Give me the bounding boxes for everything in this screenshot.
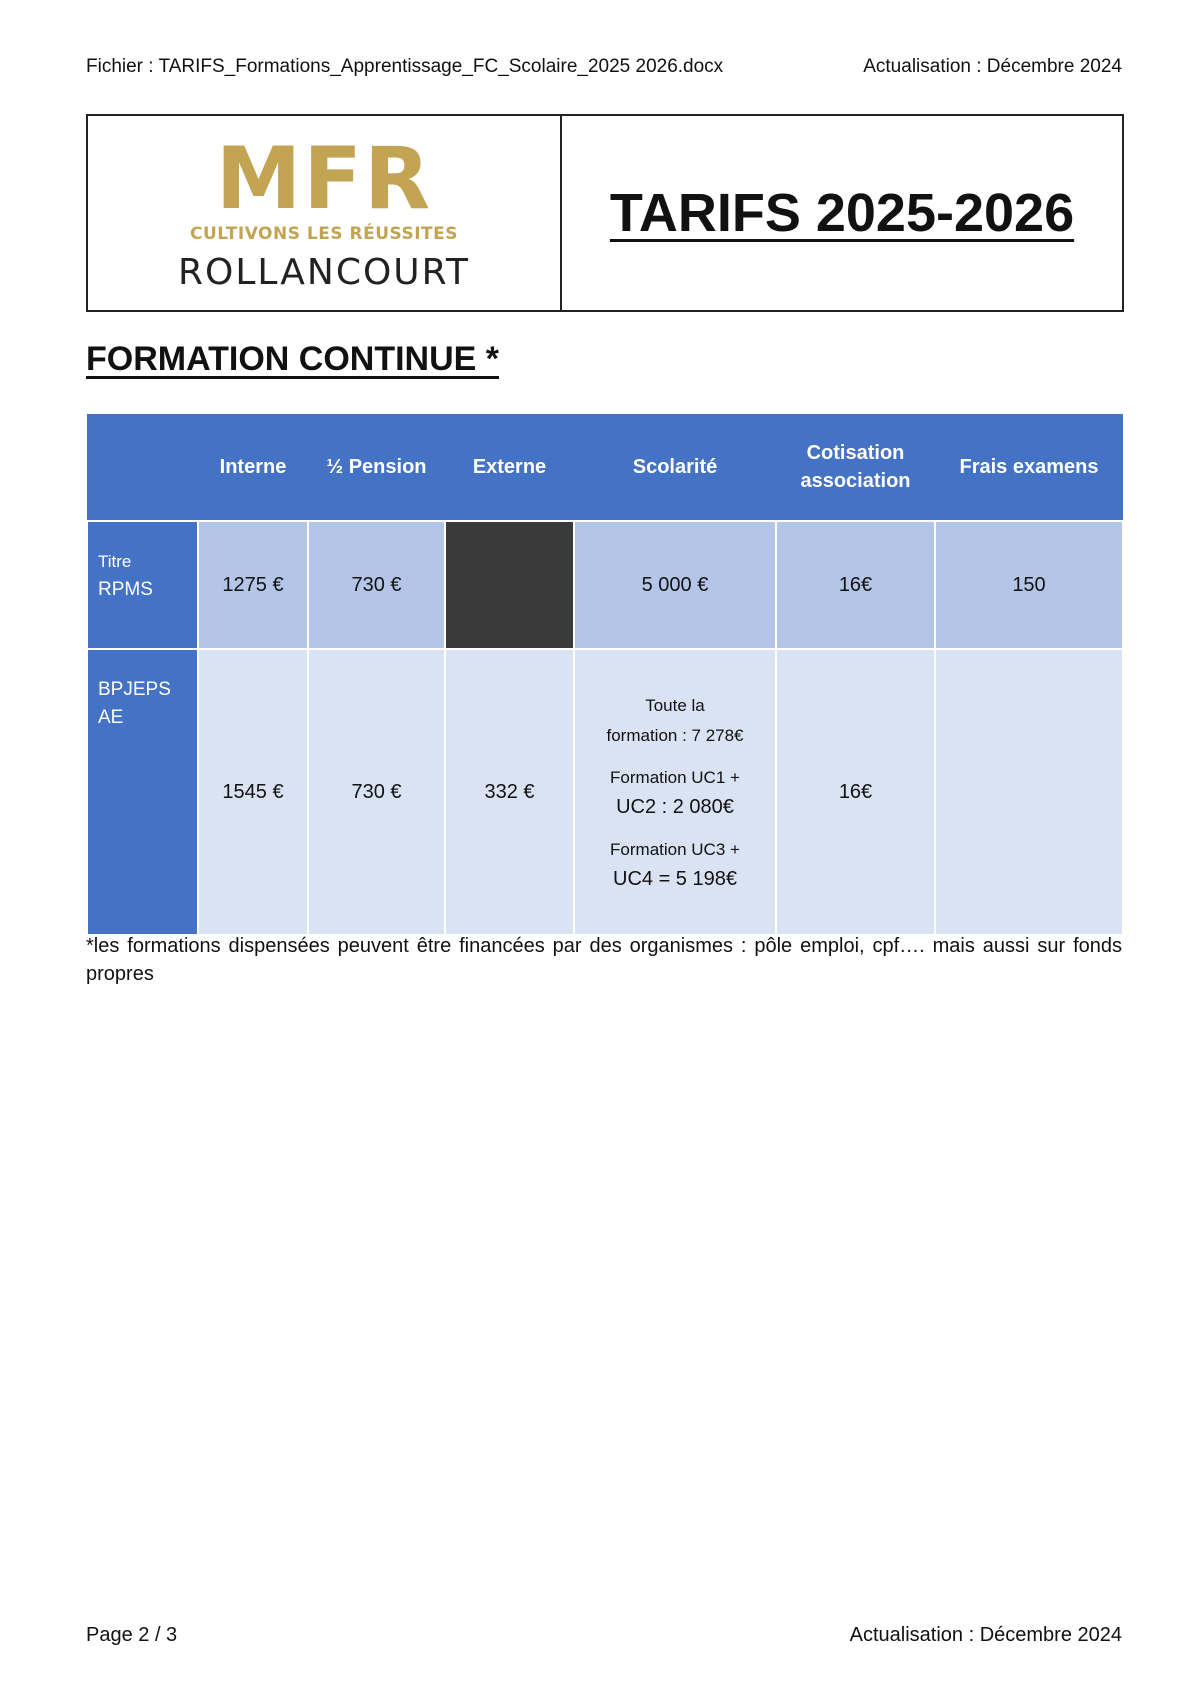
title-box bbox=[86, 114, 1124, 312]
column-header: Externe bbox=[445, 414, 574, 521]
row-label: Titre RPMS bbox=[87, 521, 198, 649]
page-header bbox=[86, 56, 1122, 78]
table-row bbox=[87, 521, 1123, 649]
cell-cotisation: 16€ bbox=[776, 649, 935, 935]
column-header: ½ Pension bbox=[308, 414, 445, 521]
header-corner bbox=[87, 414, 198, 521]
cell-frais-examens: 150 bbox=[935, 521, 1123, 649]
logo-brand: MFR bbox=[215, 129, 433, 229]
footer-update-label: Actualisation : Décembre 2024 bbox=[849, 1624, 1122, 1646]
column-header: Frais examens bbox=[935, 414, 1123, 521]
scolarite-part: Formation UC1 + UC2 : 2 080€ bbox=[610, 768, 740, 818]
file-name-label: Fichier : TARIFS_Formations_Apprentissage_FC_Scolaire_2025 2026.docx bbox=[86, 56, 724, 77]
row-label: BPJEPS AE bbox=[87, 649, 198, 935]
cell-externe-shaded bbox=[445, 521, 574, 649]
cell-scolarite: 5 000 € bbox=[574, 521, 776, 649]
scolarite-part: Formation UC3 + UC4 = 5 198€ bbox=[610, 840, 740, 890]
document-title: TARIFS 2025-2026 bbox=[609, 183, 1075, 243]
page-number: Page 2 / 3 bbox=[86, 1624, 178, 1646]
section-title: FORMATION CONTINUE * bbox=[86, 340, 500, 378]
cell-demi-pension: 730 € bbox=[308, 521, 445, 649]
cell-scolarite bbox=[574, 649, 776, 935]
cell-frais-examens bbox=[935, 649, 1123, 935]
cell-interne: 1545 € bbox=[198, 649, 308, 935]
cell-interne: 1275 € bbox=[198, 521, 308, 649]
logo bbox=[88, 116, 562, 310]
cell-cotisation: 16€ bbox=[776, 521, 935, 649]
footnote: *les formations dispensées peuvent être financées par des organismes : pôle emploi, cpf…. mais aussi sur fonds propres bbox=[86, 935, 1122, 985]
scolarite-part: Toute la formation : 7 278€ bbox=[606, 696, 744, 745]
logo-city: ROLLANCOURT bbox=[177, 252, 471, 293]
cell-demi-pension: 730 € bbox=[308, 649, 445, 935]
column-header: Scolarité bbox=[574, 414, 776, 521]
column-header: Interne bbox=[198, 414, 308, 521]
logo-tagline: CULTIVONS LES RÉUSSITES bbox=[189, 224, 459, 244]
cell-externe: 332 € bbox=[445, 649, 574, 935]
tarifs-table bbox=[86, 414, 1124, 936]
update-date-label: Actualisation : Décembre 2024 bbox=[863, 56, 1122, 77]
table-row bbox=[87, 649, 1123, 935]
column-header: Cotisation association bbox=[776, 414, 935, 521]
page-footer bbox=[86, 1624, 1122, 1647]
title-cell bbox=[562, 116, 1122, 310]
table-header-row bbox=[87, 414, 1123, 521]
